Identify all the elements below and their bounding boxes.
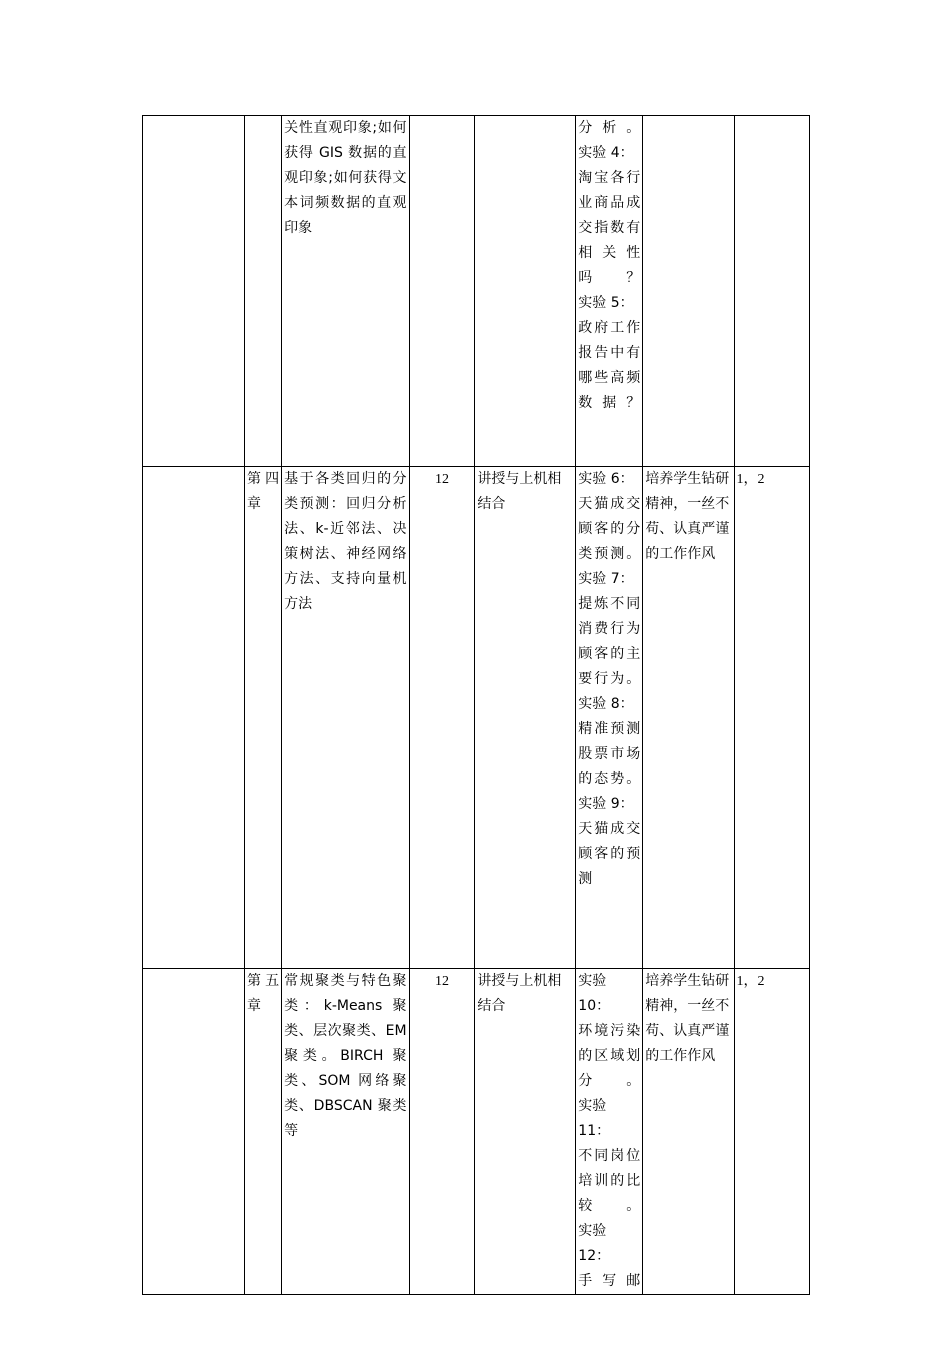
content-cell: 常规聚类与特色聚类：k-Means 聚类、层次聚类、EM 聚类。BIRCH 聚类、SOM 网络聚类、DBSCAN 聚类等 — [282, 969, 409, 1295]
experiment-title: 实验 10： — [578, 973, 611, 1014]
support-cell — [734, 116, 809, 467]
table-row — [143, 467, 810, 969]
experiments-cell — [576, 969, 643, 1295]
experiment-title: 实验 12： — [578, 1223, 611, 1264]
experiment-description: 天猫成交顾客的分类预测。 — [578, 496, 641, 562]
experiment-title: 实验 6： — [578, 471, 634, 487]
experiment-description: 不同岗位培训的比较。 — [578, 1148, 641, 1214]
method-cell: 讲授与上机相结合 — [475, 969, 576, 1295]
experiment-title: 实验 11： — [578, 1098, 611, 1139]
experiment-description: 提炼不同消费行为顾客的主要行为。 — [578, 596, 641, 687]
content-cell: 关性直观印象;如何获得 GIS 数据的直观印象;如何获得文本词频数据的直观印象 — [282, 116, 409, 467]
experiments-cell — [576, 116, 643, 467]
experiment-title: 实验 7： — [578, 571, 634, 587]
experiment-description: 手写邮 — [578, 1273, 641, 1289]
experiment-title: 实验 4： — [578, 145, 634, 161]
experiment-title: 实验 9： — [578, 796, 634, 812]
experiment-description: 天猫成交顾客的预测 — [578, 821, 641, 887]
blank-cell — [143, 116, 245, 467]
experiment-title: 实验 8： — [578, 696, 634, 712]
method-cell — [475, 116, 576, 467]
chapter-cell — [244, 116, 281, 467]
blank-cell — [143, 969, 245, 1295]
experiments-cell — [576, 467, 643, 969]
experiment-description: 环境污染的区域划分。 — [578, 1023, 641, 1089]
experiment-description: 政府工作报告中有哪些高频数据？ — [578, 320, 641, 411]
hours-cell — [409, 116, 475, 467]
hours-cell: 12 — [409, 969, 475, 1295]
content-cell: 基于各类回归的分类预测：回归分析法、k-近邻法、决策树法、神经网络方法、支持向量机方法 — [282, 467, 409, 969]
chapter-cell: 第四章 — [244, 467, 281, 969]
experiment-title: 实验 5： — [578, 295, 634, 311]
support-cell: 1，2 — [734, 467, 809, 969]
hours-cell: 12 — [409, 467, 475, 969]
method-cell: 讲授与上机相结合 — [475, 467, 576, 969]
support-cell: 1，2 — [734, 969, 809, 1295]
experiment-description: 分析。 — [578, 120, 641, 136]
goal-cell: 培养学生钻研精神，一丝不苟、认真严谨的工作作风 — [643, 969, 734, 1295]
table-row — [143, 969, 810, 1295]
experiment-description: 精准预测股票市场的态势。 — [578, 721, 641, 787]
course-schedule-table — [142, 115, 810, 1295]
goal-cell — [643, 116, 734, 467]
chapter-cell: 第五章 — [244, 969, 281, 1295]
experiment-description: 淘宝各行业商品成交指数有相关性吗？ — [578, 170, 641, 286]
blank-cell — [143, 467, 245, 969]
table-row — [143, 116, 810, 467]
goal-cell: 培养学生钻研精神，一丝不苟、认真严谨的工作作风 — [643, 467, 734, 969]
